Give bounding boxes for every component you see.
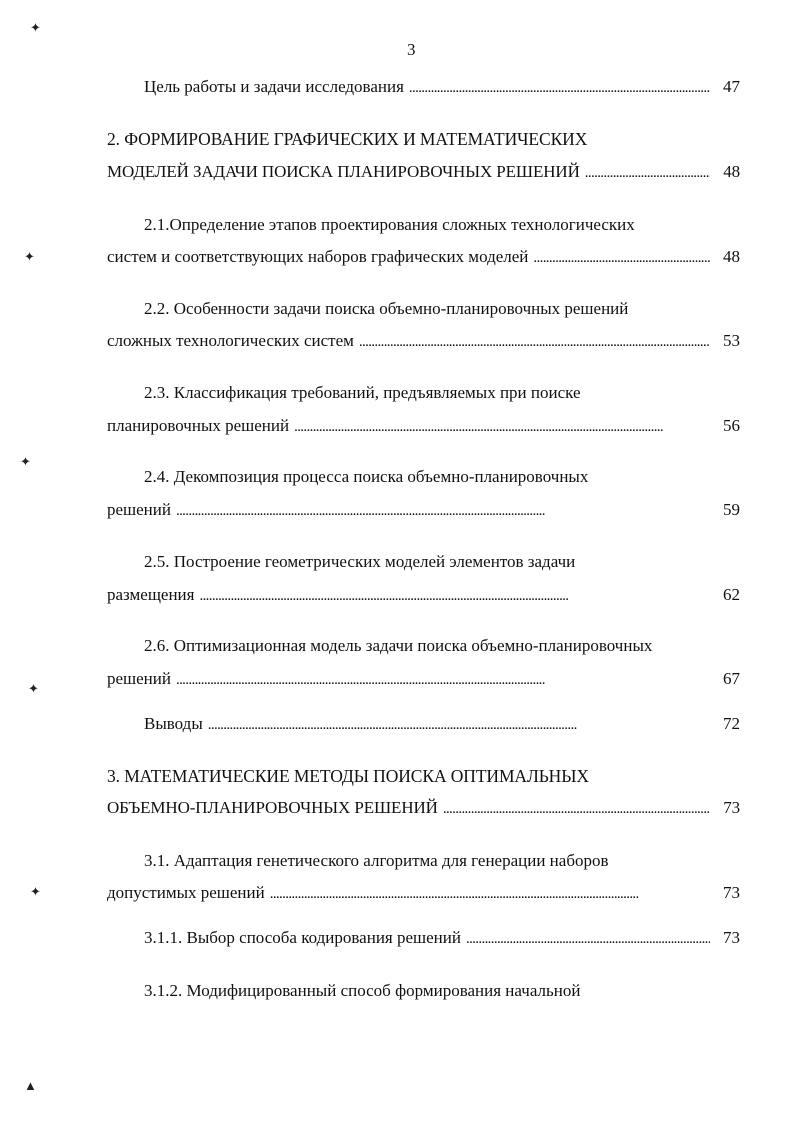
entry-page: 62 (723, 585, 740, 604)
section-2-3-line-1: 2.3. Классификация требований, предъявляемых при поиске (144, 383, 581, 402)
entry-text: сложных технологических систем (107, 331, 354, 350)
dot-leader (265, 882, 710, 905)
margin-mark-icon: ✦ (28, 681, 39, 696)
dot-leader (461, 927, 710, 950)
dot-leader (171, 499, 710, 522)
toc-entry-3-1 (107, 882, 740, 905)
toc-entry-2-3 (107, 415, 740, 438)
section-3-1-2-line-1: 3.1.2. Модифицированный способ формирования начальной (144, 981, 581, 1000)
section-2-2-line-1: 2.2. Особенности задачи поиска объемно-планировочных решений (144, 299, 629, 318)
margin-mark-icon: ✦ (24, 249, 35, 264)
entry-page: 53 (723, 331, 740, 350)
entry-text: решений (107, 669, 171, 688)
entry-text: Цель работы и задачи исследования (144, 77, 404, 96)
entry-text: систем и соответствующих наборов графических моделей (107, 247, 529, 266)
section-2-4-line-1: 2.4. Декомпозиция процесса поиска объемно-планировочных (144, 467, 589, 486)
toc-entry-conclusions (144, 713, 740, 736)
entry-text: размещения (107, 585, 195, 604)
entry-page: 59 (723, 500, 740, 519)
page-number: 3 (407, 40, 416, 59)
entry-page: 48 (723, 247, 740, 266)
margin-mark-icon: ✦ (30, 884, 41, 899)
toc-entry-goal (144, 76, 740, 99)
entry-page: 47 (723, 77, 740, 96)
entry-text: решений (107, 500, 171, 519)
section-2-1-line-1: 2.1.Определение этапов проектирования сложных технологических (144, 215, 635, 234)
entry-page: 72 (723, 714, 740, 733)
dot-leader (194, 584, 710, 607)
dot-leader (404, 76, 710, 99)
entry-page: 56 (723, 416, 740, 435)
entry-page: 73 (723, 928, 740, 947)
dot-leader (171, 668, 710, 691)
toc-entry-2-6 (107, 668, 740, 691)
dot-leader (354, 330, 710, 353)
toc-entry-2-2 (107, 330, 740, 353)
toc-entry-3-1-1 (144, 927, 740, 950)
entry-page: 48 (723, 162, 740, 181)
dot-leader (580, 161, 710, 184)
dot-leader (438, 797, 710, 820)
entry-text: Выводы (144, 714, 203, 733)
toc-entry-chapter-2 (107, 161, 740, 184)
entry-text: ОБЪЕМНО-ПЛАНИРОВОЧНЫХ РЕШЕНИЙ (107, 798, 438, 817)
dot-leader (528, 246, 710, 269)
entry-text: МОДЕЛЕЙ ЗАДАЧИ ПОИСКА ПЛАНИРОВОЧНЫХ РЕШЕНИЙ (107, 162, 580, 181)
entry-page: 73 (723, 798, 740, 817)
entry-text: планировочных решений (107, 416, 290, 435)
entry-text: допустимых решений (107, 883, 265, 902)
section-3-1-line-1: 3.1. Адаптация генетического алгоритма для генерации наборов (144, 851, 609, 870)
margin-mark-icon: ✦ (30, 20, 41, 35)
entry-text: 3.1.1. Выбор способа кодирования решений (144, 928, 461, 947)
section-2-6-line-1: 2.6. Оптимизационная модель задачи поиска объемно-планировочных (144, 636, 653, 655)
toc-entry-2-4 (107, 499, 740, 522)
toc-entry-2-1 (107, 246, 740, 269)
toc-entry-2-5 (107, 584, 740, 607)
toc-entry-chapter-3 (107, 797, 740, 820)
dot-leader (203, 713, 710, 736)
dot-leader (289, 415, 710, 438)
entry-page: 73 (723, 883, 740, 902)
margin-mark-icon: ✦ (20, 454, 31, 469)
margin-mark-icon: ▲ (24, 1078, 37, 1093)
chapter-2-heading-line-1: 2. ФОРМИРОВАНИЕ ГРАФИЧЕСКИХ И МАТЕМАТИЧЕСКИХ (107, 129, 588, 149)
chapter-3-heading-line-1: 3. МАТЕМАТИЧЕСКИЕ МЕТОДЫ ПОИСКА ОПТИМАЛЬНЫХ (107, 766, 589, 786)
entry-page: 67 (723, 669, 740, 688)
section-2-5-line-1: 2.5. Построение геометрических моделей элементов задачи (144, 552, 576, 571)
